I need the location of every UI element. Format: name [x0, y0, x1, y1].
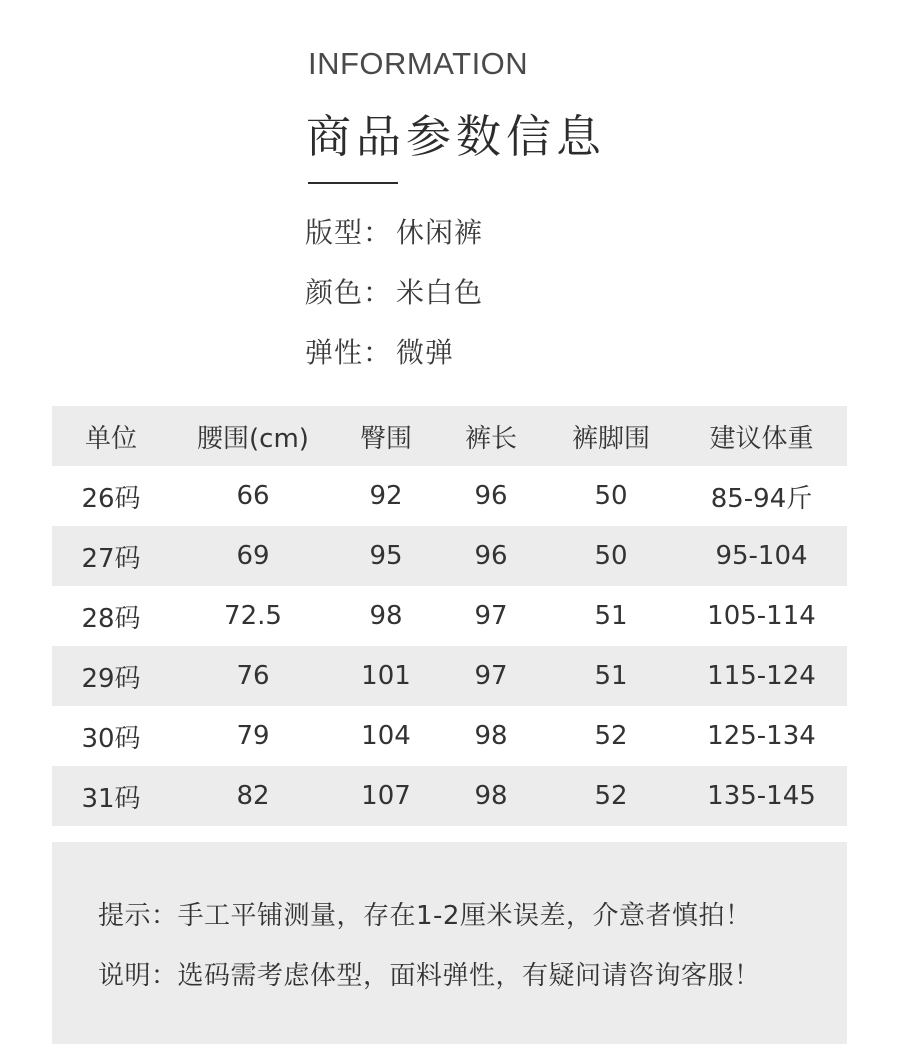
table-cell: 92 — [369, 481, 403, 511]
attribute-value: 米白色 — [396, 276, 484, 309]
table-cell: 97 — [436, 646, 546, 706]
table-row — [52, 586, 847, 646]
page-title: 商品参数信息 — [306, 110, 607, 163]
table-cell: 105-114 — [707, 601, 816, 631]
column-header-hem: 裤脚围 — [546, 406, 676, 466]
table-cell: 107 — [336, 766, 436, 826]
table-cell: 52 — [594, 721, 628, 751]
table-cell: 66 — [236, 481, 270, 511]
table-cell: 101 — [336, 646, 436, 706]
table-cell: 97 — [474, 601, 508, 631]
table-cell: 51 — [546, 646, 676, 706]
table-cell: 27码 — [52, 526, 170, 586]
table-cell: 98 — [436, 766, 546, 826]
section-eyebrow: INFORMATION — [308, 46, 529, 81]
table-cell: 50 — [594, 481, 628, 511]
column-header-length: 裤长 — [436, 406, 546, 466]
table-cell: 125-134 — [707, 721, 816, 751]
size-chart-table — [52, 406, 847, 826]
table-cell: 95 — [336, 526, 436, 586]
table-cell: 96 — [474, 481, 508, 511]
table-cell: 85-94斤 — [710, 483, 813, 514]
table-cell: 69 — [170, 526, 336, 586]
attribute-value: 休闲裤 — [396, 216, 484, 249]
note-explanation: 说明：选码需考虑体型，面料弹性，有疑问请咨询客服！ — [98, 961, 761, 991]
table-cell: 30码 — [81, 723, 141, 754]
table-cell: 104 — [361, 721, 411, 751]
table-cell: 51 — [594, 601, 628, 631]
table-row — [52, 766, 847, 826]
attribute-elasticity — [305, 332, 483, 392]
table-cell: 82 — [170, 766, 336, 826]
column-header-waist: 腰围(cm) — [170, 406, 336, 466]
notes-panel — [52, 842, 847, 1044]
attribute-color — [305, 272, 483, 332]
table-cell: 96 — [436, 526, 546, 586]
title-underline — [308, 182, 398, 184]
table-row — [52, 466, 847, 526]
attribute-value: 微弹 — [396, 336, 455, 369]
table-row — [52, 526, 847, 586]
attribute-fit — [305, 212, 483, 272]
table-cell: 31码 — [52, 766, 170, 826]
attribute-label: 弹性： — [305, 336, 393, 369]
table-cell: 76 — [170, 646, 336, 706]
table-cell: 26码 — [81, 483, 141, 514]
table-cell: 98 — [474, 721, 508, 751]
table-cell: 52 — [546, 766, 676, 826]
column-header-weight: 建议体重 — [676, 406, 847, 466]
table-cell: 28码 — [81, 603, 141, 634]
table-row — [52, 706, 847, 766]
column-header-hip: 臀围 — [336, 406, 436, 466]
column-header-unit: 单位 — [52, 406, 170, 466]
table-cell: 50 — [546, 526, 676, 586]
table-cell: 72.5 — [224, 601, 282, 631]
table-cell: 29码 — [52, 646, 170, 706]
table-row — [52, 646, 847, 706]
table-header-row — [52, 406, 847, 466]
table-cell: 79 — [236, 721, 270, 751]
table-cell: 115-124 — [676, 646, 847, 706]
table-cell: 95-104 — [676, 526, 847, 586]
table-cell: 98 — [369, 601, 403, 631]
attribute-list — [305, 212, 483, 392]
table-cell: 135-145 — [676, 766, 847, 826]
attribute-label: 颜色： — [305, 276, 393, 309]
note-tip: 提示：手工平铺测量，存在1-2厘米误差，介意者慎拍！ — [98, 901, 752, 931]
attribute-label: 版型： — [305, 216, 393, 249]
